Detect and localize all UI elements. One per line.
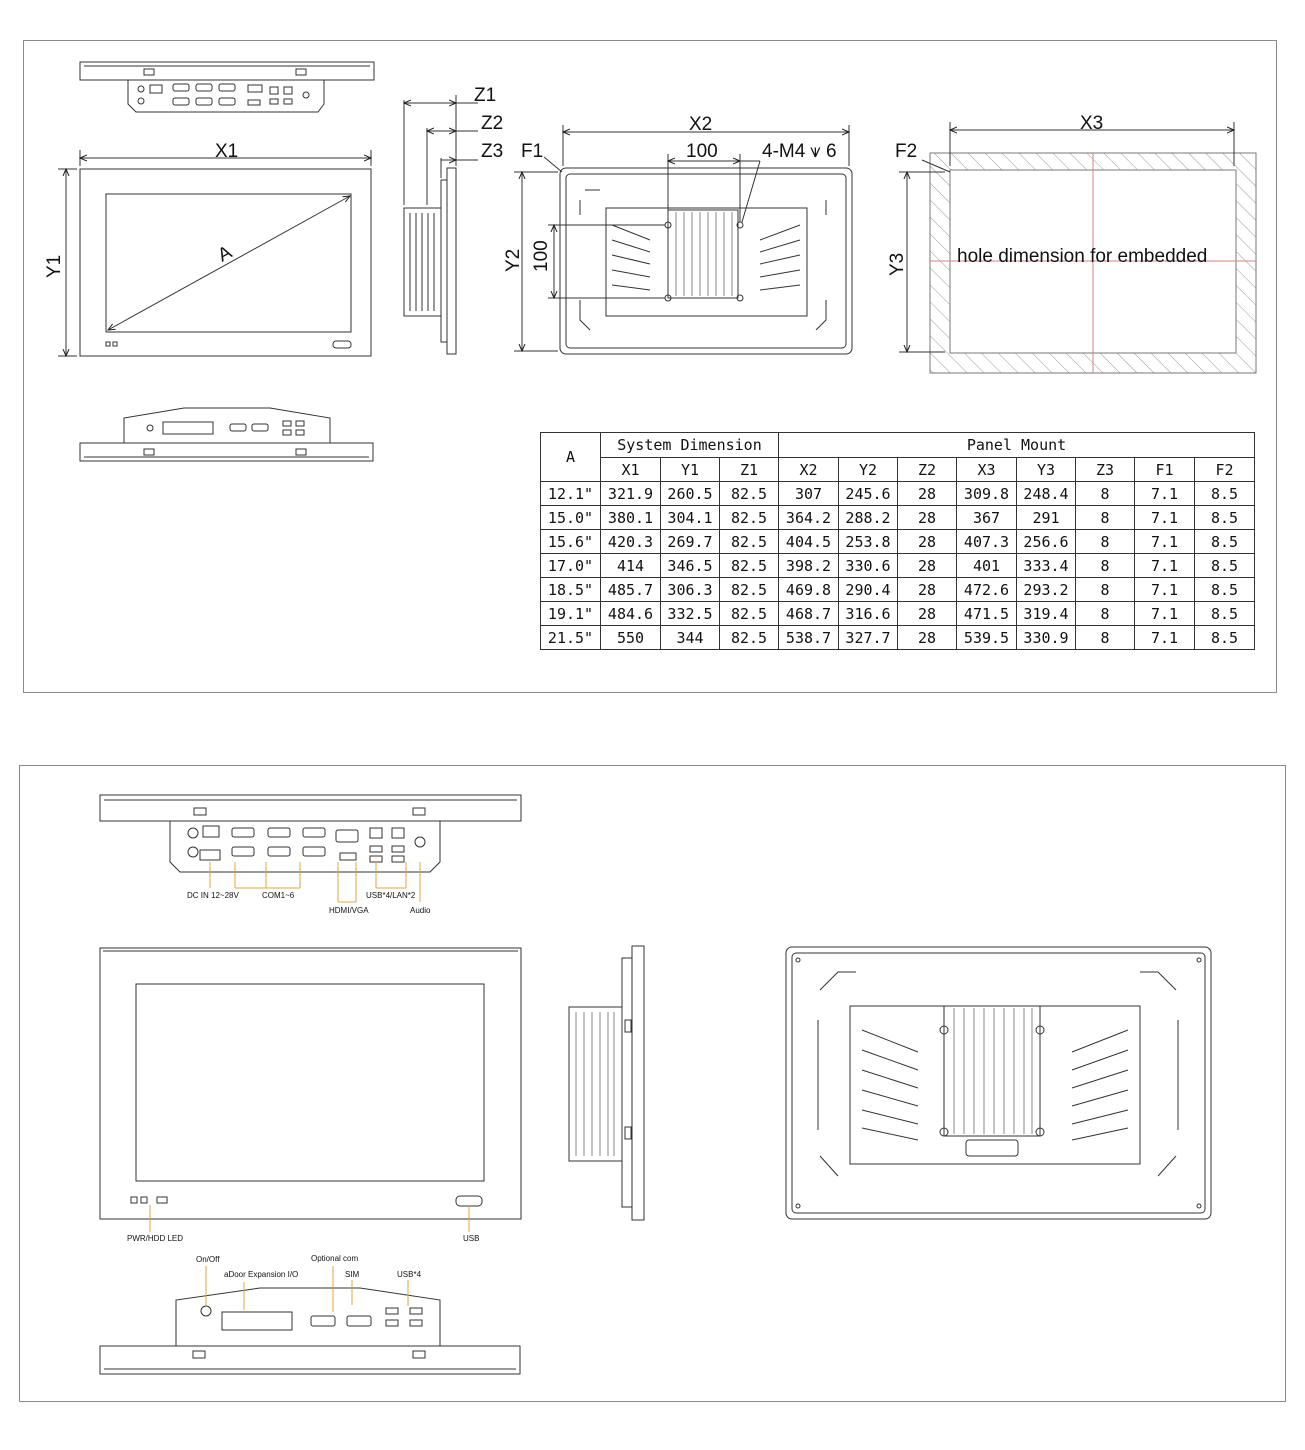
value-cell: 28 [898, 626, 957, 650]
spec-table-body [541, 482, 1255, 650]
value-cell: 332.5 [661, 602, 720, 626]
column-header: Y2 [839, 458, 898, 482]
screw-depth-label: 6 [826, 141, 837, 162]
value-cell: 8 [1076, 554, 1135, 578]
value-cell: 82.5 [720, 506, 779, 530]
table-row [541, 602, 1255, 626]
value-cell: 7.1 [1135, 602, 1195, 626]
value-cell: 28 [898, 554, 957, 578]
value-cell: 539.5 [957, 626, 1017, 650]
value-cell: 333.4 [1017, 554, 1076, 578]
value-cell: 307 [779, 482, 839, 506]
column-header: X1 [601, 458, 661, 482]
table-row [541, 530, 1255, 554]
size-cell: 15.6" [541, 530, 601, 554]
y2-label: Y2 [503, 248, 524, 272]
audio-callout: Audio [410, 906, 431, 915]
value-cell: 82.5 [720, 530, 779, 554]
value-cell: 82.5 [720, 578, 779, 602]
value-cell: 8 [1076, 506, 1135, 530]
side-view [404, 95, 478, 354]
table-row [541, 626, 1255, 650]
pwr-led-callout: PWR/HDD LED [127, 1234, 184, 1243]
top-io-view [80, 62, 374, 112]
table-row [541, 578, 1255, 602]
value-cell: 82.5 [720, 602, 779, 626]
value-cell: 420.3 [601, 530, 661, 554]
value-cell: 364.2 [779, 506, 839, 530]
value-cell: 8.5 [1195, 482, 1255, 506]
value-cell: 344 [661, 626, 720, 650]
f1-label: F1 [521, 141, 544, 162]
usb-lan-callout: USB*4/LAN*2 [366, 891, 416, 900]
table-row [541, 554, 1255, 578]
value-cell: 8 [1076, 578, 1135, 602]
value-cell: 8 [1076, 482, 1135, 506]
value-cell: 8 [1076, 530, 1135, 554]
value-cell: 404.5 [779, 530, 839, 554]
header-a: A [541, 433, 601, 482]
value-cell: 380.1 [601, 506, 661, 530]
x3-label: X3 [1080, 113, 1104, 134]
value-cell: 291 [1017, 506, 1076, 530]
x1-label: X1 [215, 141, 239, 162]
value-cell: 7.1 [1135, 506, 1195, 530]
z2-label: Z2 [481, 113, 504, 134]
size-cell: 12.1" [541, 482, 601, 506]
column-header: Z1 [720, 458, 779, 482]
value-cell: 538.7 [779, 626, 839, 650]
size-cell: 15.0" [541, 506, 601, 530]
value-cell: 8.5 [1195, 506, 1255, 530]
dimension-spec-table [540, 432, 1255, 650]
value-cell: 330.6 [839, 554, 898, 578]
value-cell: 321.9 [601, 482, 661, 506]
value-cell: 8.5 [1195, 626, 1255, 650]
screw-spec-label: 4-M4 [762, 141, 806, 162]
value-cell: 407.3 [957, 530, 1017, 554]
value-cell: 7.1 [1135, 482, 1195, 506]
value-cell: 414 [601, 554, 661, 578]
value-cell: 269.7 [661, 530, 720, 554]
column-header: Y3 [1017, 458, 1076, 482]
adoor-callout: aDoor Expansion I/O [224, 1270, 299, 1279]
value-cell: 82.5 [720, 482, 779, 506]
header-panel-mount: Panel Mount [779, 433, 1255, 458]
header-system-dimension: System Dimension [601, 433, 779, 458]
value-cell: 327.7 [839, 626, 898, 650]
value-cell: 28 [898, 530, 957, 554]
hdmi-vga-callout: HDMI/VGA [329, 906, 369, 915]
front-view-detail [100, 948, 521, 1232]
value-cell: 304.1 [661, 506, 720, 530]
value-cell: 8.5 [1195, 530, 1255, 554]
cutout-caption: hole dimension for embedded [957, 246, 1208, 267]
diagonal-a-label: A [214, 241, 236, 267]
z1-label: Z1 [474, 85, 497, 106]
value-cell: 8.5 [1195, 554, 1255, 578]
size-cell: 18.5" [541, 578, 601, 602]
column-header: Y1 [661, 458, 720, 482]
side-view-detail [569, 946, 644, 1220]
usb-front-callout: USB [463, 1234, 480, 1243]
value-cell: 7.1 [1135, 530, 1195, 554]
column-header: X3 [957, 458, 1017, 482]
x2-label: X2 [689, 114, 713, 135]
value-cell: 330.9 [1017, 626, 1076, 650]
table-row [541, 506, 1255, 530]
column-header: F1 [1135, 458, 1195, 482]
value-cell: 8 [1076, 602, 1135, 626]
top-io-view-detail [100, 795, 521, 902]
com-callout: COM1~6 [262, 891, 295, 900]
value-cell: 28 [898, 506, 957, 530]
value-cell: 8.5 [1195, 578, 1255, 602]
column-header: X2 [779, 458, 839, 482]
hole-spacing-horizontal-label: 100 [686, 141, 718, 162]
value-cell: 82.5 [720, 554, 779, 578]
value-cell: 28 [898, 578, 957, 602]
value-cell: 28 [898, 482, 957, 506]
y3-label: Y3 [887, 252, 908, 276]
value-cell: 398.2 [779, 554, 839, 578]
size-cell: 21.5" [541, 626, 601, 650]
value-cell: 346.5 [661, 554, 720, 578]
table-row [541, 482, 1255, 506]
value-cell: 367 [957, 506, 1017, 530]
value-cell: 82.5 [720, 626, 779, 650]
hole-spacing-vertical-label: 100 [531, 240, 552, 272]
dc-in-callout: DC IN 12~28V [187, 891, 239, 900]
z3-label: Z3 [481, 141, 504, 162]
front-view [58, 150, 371, 356]
on-off-callout: On/Off [196, 1255, 220, 1264]
value-cell: 309.8 [957, 482, 1017, 506]
value-cell: 468.7 [779, 602, 839, 626]
value-cell: 248.4 [1017, 482, 1076, 506]
f2-label: F2 [895, 141, 918, 162]
value-cell: 550 [601, 626, 661, 650]
value-cell: 7.1 [1135, 626, 1195, 650]
bottom-io-view-detail [100, 1266, 520, 1374]
sim-callout: SIM [345, 1270, 360, 1279]
value-cell: 293.2 [1017, 578, 1076, 602]
screw-depth-symbol: ⩛ [810, 141, 821, 162]
value-cell: 290.4 [839, 578, 898, 602]
value-cell: 253.8 [839, 530, 898, 554]
value-cell: 469.8 [779, 578, 839, 602]
value-cell: 316.6 [839, 602, 898, 626]
column-header: Z3 [1076, 458, 1135, 482]
value-cell: 260.5 [661, 482, 720, 506]
value-cell: 256.6 [1017, 530, 1076, 554]
value-cell: 8 [1076, 626, 1135, 650]
value-cell: 306.3 [661, 578, 720, 602]
column-header: F2 [1195, 458, 1255, 482]
size-cell: 19.1" [541, 602, 601, 626]
value-cell: 28 [898, 602, 957, 626]
value-cell: 401 [957, 554, 1017, 578]
value-cell: 472.6 [957, 578, 1017, 602]
size-cell: 17.0" [541, 554, 601, 578]
bottom-io-view [80, 408, 373, 461]
value-cell: 245.6 [839, 482, 898, 506]
optional-com-callout: Optional com [311, 1254, 359, 1263]
value-cell: 7.1 [1135, 578, 1195, 602]
value-cell: 319.4 [1017, 602, 1076, 626]
usb4-callout: USB*4 [397, 1270, 422, 1279]
value-cell: 8.5 [1195, 602, 1255, 626]
value-cell: 471.5 [957, 602, 1017, 626]
y1-label: Y1 [44, 254, 65, 278]
value-cell: 7.1 [1135, 554, 1195, 578]
value-cell: 485.7 [601, 578, 661, 602]
value-cell: 484.6 [601, 602, 661, 626]
back-view-detail [786, 947, 1211, 1219]
value-cell: 288.2 [839, 506, 898, 530]
column-header: Z2 [898, 458, 957, 482]
